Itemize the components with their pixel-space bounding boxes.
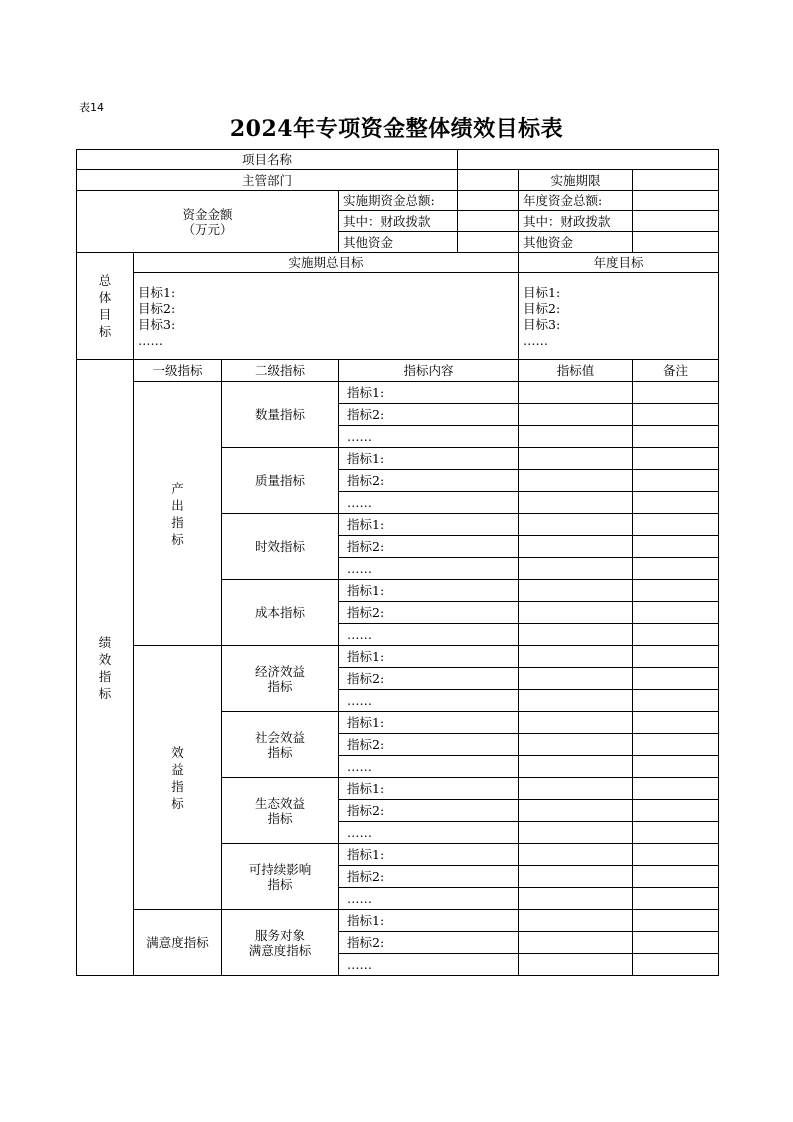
indicator-content-cell[interactable]: 指标1: xyxy=(339,382,519,404)
indicator-value-cell[interactable] xyxy=(519,492,633,514)
period-label: 实施期限 xyxy=(519,170,633,191)
indicator-content-cell[interactable]: …… xyxy=(339,624,519,646)
indicator-value-cell[interactable] xyxy=(519,690,633,712)
level2-indicator: 数量指标 xyxy=(222,382,339,448)
remark-cell[interactable] xyxy=(633,734,719,756)
indicator-value-cell[interactable] xyxy=(519,910,633,932)
indicator-value-cell[interactable] xyxy=(519,536,633,558)
period-goal-3: 目标3: xyxy=(138,317,176,332)
indicator-value-cell[interactable] xyxy=(519,448,633,470)
indicator-value-cell[interactable] xyxy=(519,580,633,602)
remark-cell[interactable] xyxy=(633,668,719,690)
indicator-value-cell[interactable] xyxy=(519,932,633,954)
project-name-value[interactable] xyxy=(458,150,719,170)
indicator-content-cell[interactable]: 指标2: xyxy=(339,404,519,426)
performance-target-table xyxy=(76,149,719,976)
column-header-level1: 一级指标 xyxy=(134,360,222,382)
period-goal-header: 实施期总目标 xyxy=(134,253,519,273)
table-number: 表14 xyxy=(79,101,104,114)
performance-indicator-label: 绩效指标 xyxy=(77,360,134,976)
annual-funds-value[interactable] xyxy=(633,191,719,211)
remark-cell[interactable] xyxy=(633,888,719,910)
indicator-content-cell[interactable]: …… xyxy=(339,690,519,712)
period-value[interactable] xyxy=(633,170,719,191)
level2-indicator: 服务对象 满意度指标 xyxy=(222,910,339,976)
indicator-content-cell[interactable]: …… xyxy=(339,888,519,910)
remark-cell[interactable] xyxy=(633,866,719,888)
indicator-value-cell[interactable] xyxy=(519,646,633,668)
column-header-level2: 二级指标 xyxy=(222,360,339,382)
other-period-label: 其他资金 xyxy=(339,232,458,253)
column-header-value: 指标值 xyxy=(519,360,633,382)
indicator-value-cell[interactable] xyxy=(519,514,633,536)
funds-amount-label: 资金金额 （万元） xyxy=(77,191,339,253)
period-goals[interactable] xyxy=(134,273,519,360)
indicator-value-cell[interactable] xyxy=(519,866,633,888)
annual-goal-2: 目标2: xyxy=(523,301,561,316)
indicator-value-cell[interactable] xyxy=(519,822,633,844)
annual-goal-header: 年度目标 xyxy=(519,253,719,273)
indicator-value-cell[interactable] xyxy=(519,778,633,800)
annual-goal-more: …… xyxy=(523,333,549,348)
indicator-content-cell[interactable]: …… xyxy=(339,756,519,778)
fiscal-annual-value[interactable] xyxy=(633,211,719,232)
column-header-remark: 备注 xyxy=(633,360,719,382)
level2-indicator: 生态效益 指标 xyxy=(222,778,339,844)
level1-indicator: 产出指标 xyxy=(134,382,222,646)
remark-cell[interactable] xyxy=(633,844,719,866)
remark-cell[interactable] xyxy=(633,778,719,800)
total-period-funds-value[interactable] xyxy=(458,191,519,211)
indicator-value-cell[interactable] xyxy=(519,888,633,910)
column-header-content: 指标内容 xyxy=(339,360,519,382)
level2-indicator: 社会效益 指标 xyxy=(222,712,339,778)
remark-cell[interactable] xyxy=(633,756,719,778)
indicator-content-cell[interactable]: 指标2: xyxy=(339,602,519,624)
remark-cell[interactable] xyxy=(633,910,719,932)
remark-cell[interactable] xyxy=(633,624,719,646)
remark-cell[interactable] xyxy=(633,690,719,712)
remark-cell[interactable] xyxy=(633,954,719,976)
indicator-content-cell[interactable]: 指标2: xyxy=(339,470,519,492)
indicator-value-cell[interactable] xyxy=(519,844,633,866)
indicator-content-cell[interactable]: 指标2: xyxy=(339,932,519,954)
indicator-value-cell[interactable] xyxy=(519,558,633,580)
indicator-value-cell[interactable] xyxy=(519,602,633,624)
indicator-content-cell[interactable]: 指标2: xyxy=(339,536,519,558)
indicator-content-cell[interactable]: 指标1: xyxy=(339,910,519,932)
indicator-value-cell[interactable] xyxy=(519,426,633,448)
indicator-content-cell[interactable]: 指标1: xyxy=(339,580,519,602)
remark-cell[interactable] xyxy=(633,822,719,844)
level1-indicator: 满意度指标 xyxy=(134,910,222,976)
total-period-funds-label: 实施期资金总额: xyxy=(339,191,458,211)
annual-goal-3: 目标3: xyxy=(523,317,561,332)
level2-indicator: 质量指标 xyxy=(222,448,339,514)
period-goal-more: …… xyxy=(138,333,163,348)
indicator-value-cell[interactable] xyxy=(519,382,633,404)
indicator-content-cell[interactable]: 指标2: xyxy=(339,668,519,690)
indicator-content-cell[interactable]: 指标1: xyxy=(339,448,519,470)
level2-indicator: 成本指标 xyxy=(222,580,339,646)
indicator-content-cell[interactable]: 指标1: xyxy=(339,646,519,668)
level2-indicator: 经济效益 指标 xyxy=(222,646,339,712)
indicator-value-cell[interactable] xyxy=(519,404,633,426)
period-goal-2: 目标2: xyxy=(138,301,176,316)
remark-cell[interactable] xyxy=(633,536,719,558)
department-label: 主管部门 xyxy=(77,170,458,191)
remark-cell[interactable] xyxy=(633,800,719,822)
page-title: 2024年专项资金整体绩效目标表 xyxy=(229,116,564,142)
other-period-value[interactable] xyxy=(458,232,519,253)
annual-funds-label: 年度资金总额: xyxy=(519,191,633,211)
remark-cell[interactable] xyxy=(633,602,719,624)
other-annual-value[interactable] xyxy=(633,232,719,253)
indicator-value-cell[interactable] xyxy=(519,756,633,778)
department-value[interactable] xyxy=(458,170,519,191)
fiscal-period-label: 其中：财政拨款 xyxy=(339,211,458,232)
indicator-content-cell[interactable]: …… xyxy=(339,426,519,448)
indicator-content-cell[interactable]: …… xyxy=(339,822,519,844)
indicator-value-cell[interactable] xyxy=(519,800,633,822)
overall-goal-label: 总体目标 xyxy=(77,253,134,360)
remark-cell[interactable] xyxy=(633,580,719,602)
indicator-value-cell[interactable] xyxy=(519,624,633,646)
indicator-value-cell[interactable] xyxy=(519,470,633,492)
indicator-content-cell[interactable]: …… xyxy=(339,954,519,976)
remark-cell[interactable] xyxy=(633,470,719,492)
level1-indicator: 效益指标 xyxy=(134,646,222,910)
remark-cell[interactable] xyxy=(633,514,719,536)
fiscal-period-value[interactable] xyxy=(458,211,519,232)
annual-goals[interactable] xyxy=(519,273,719,360)
remark-cell[interactable] xyxy=(633,712,719,734)
indicator-content-cell[interactable]: 指标1: xyxy=(339,514,519,536)
remark-cell[interactable] xyxy=(633,426,719,448)
indicator-content-cell[interactable]: 指标2: xyxy=(339,866,519,888)
level2-indicator: 可持续影响 指标 xyxy=(222,844,339,910)
project-name-label: 项目名称 xyxy=(77,150,458,170)
remark-cell[interactable] xyxy=(633,646,719,668)
level2-indicator: 时效指标 xyxy=(222,514,339,580)
indicator-content-cell[interactable]: …… xyxy=(339,492,519,514)
remark-cell[interactable] xyxy=(633,404,719,426)
other-annual-label: 其他资金 xyxy=(519,232,633,253)
remark-cell[interactable] xyxy=(633,558,719,580)
remark-cell[interactable] xyxy=(633,382,719,404)
remark-cell[interactable] xyxy=(633,932,719,954)
indicator-content-cell[interactable]: 指标1: xyxy=(339,712,519,734)
indicator-content-cell[interactable]: 指标2: xyxy=(339,734,519,756)
indicator-value-cell[interactable] xyxy=(519,712,633,734)
indicator-value-cell[interactable] xyxy=(519,734,633,756)
remark-cell[interactable] xyxy=(633,448,719,470)
indicator-value-cell[interactable] xyxy=(519,954,633,976)
indicator-content-cell[interactable]: 指标1: xyxy=(339,778,519,800)
indicator-content-cell[interactable]: 指标2: xyxy=(339,800,519,822)
fiscal-annual-label: 其中：财政拨款 xyxy=(519,211,633,232)
remark-cell[interactable] xyxy=(633,492,719,514)
period-goal-1: 目标1: xyxy=(138,285,176,300)
annual-goal-1: 目标1: xyxy=(523,285,561,300)
indicator-value-cell[interactable] xyxy=(519,668,633,690)
indicator-content-cell[interactable]: …… xyxy=(339,558,519,580)
indicator-content-cell[interactable]: 指标1: xyxy=(339,844,519,866)
